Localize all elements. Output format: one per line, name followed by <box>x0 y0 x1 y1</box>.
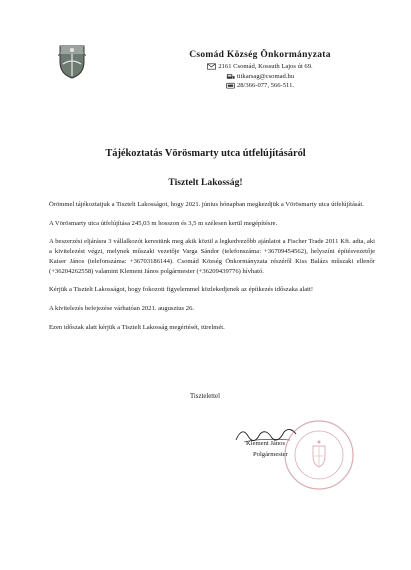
email-text[interactable]: titkarsag@csomad.hu <box>236 72 295 80</box>
paragraph: Örömmel tájékoztatjuk a Tisztelt Lakosságot, hogy 2021. június hónapban megkezdjük a Vörösmarty utca útfelújítását. <box>49 201 364 208</box>
coat-of-arms-icon <box>58 42 86 80</box>
mail-icon <box>207 63 216 70</box>
phone-line <box>150 81 370 91</box>
phone-text: 28/366-077, 566-511. <box>236 82 295 90</box>
letter-body <box>49 200 375 341</box>
paragraph: Kérjük a Tisztelt Lakosságot, hogy fokozott figyelemmel közlekedjenek az építkezés időszaka alatt! <box>49 286 314 294</box>
official-stamp <box>282 418 356 492</box>
paragraph: Ezen időszak alatt kérjük a Tisztelt Lakosság megértését, türelmét. <box>49 323 225 331</box>
signatory-role: Polgármester <box>253 451 288 458</box>
closing-text: Tisztelettel <box>190 393 220 400</box>
organization-name: Csomád Község Önkormányzata <box>189 50 331 60</box>
signatory-name: Klement János <box>246 440 286 447</box>
paragraph: A beszerzési eljárásra 3 vállalkozót kerestünk meg akik közül a legkedvezőbb ajánlatot a Fischer Trade 2011 Kft. adta, aki a kivitelezést végzi, melynek műszaki vezetője Varga Sándor (telefonszáma: +36709454562), helyszíni építésvezetője Kaiser János (telefonszáma: +36703186144). Csomád Község Önkormányzata részéről Kiss Balázs műszaki ellenőr (+36204262558) valamint Klement János polgármester (+36209439776) hívható. <box>49 238 375 275</box>
letterhead <box>150 50 370 91</box>
email-icon <box>226 73 235 80</box>
paragraph: A kivitelezés befejezése várhatóan 2021. augusztus 26. <box>49 304 195 312</box>
address-text: 2161 Csomád, Kossuth Lajos út 69. <box>218 63 313 70</box>
document-title: Tájékoztatás Vörösmarty utca útfelújításáról <box>105 148 306 159</box>
salutation: Tisztelt Lakosság! <box>168 177 243 188</box>
address-line <box>150 62 370 72</box>
email-line <box>150 72 370 82</box>
paragraph: A Vörösmarty utca útfelújítása 245,03 m hosszon és 3,5 m szélesen kerül megépítésre. <box>49 219 278 227</box>
phone-icon <box>226 82 235 89</box>
